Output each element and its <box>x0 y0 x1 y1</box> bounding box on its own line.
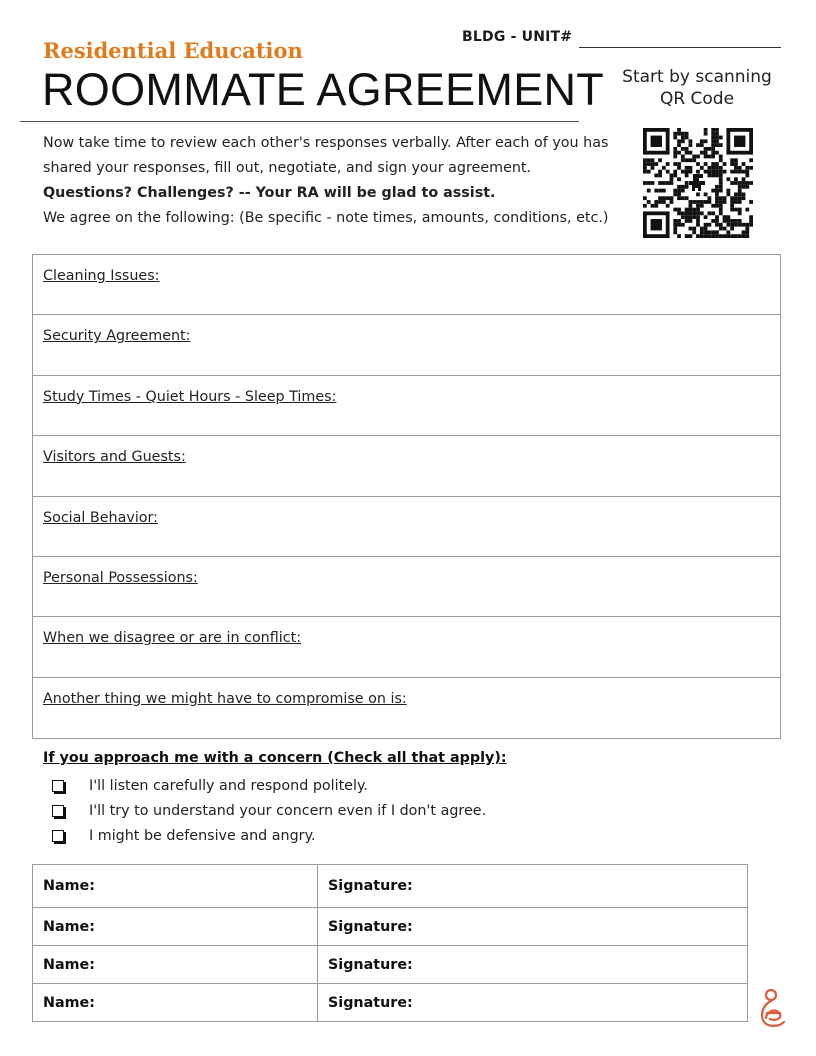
section-label: Cleaning Issues: <box>43 268 160 284</box>
agreement-sections <box>32 254 781 739</box>
scan-line-1: Start by scanning <box>622 67 772 87</box>
signature-field[interactable]: Signature: <box>318 908 748 946</box>
section-label: Another thing we might have to compromise on is: <box>43 690 407 707</box>
section-possessions[interactable] <box>33 557 780 617</box>
name-field[interactable]: Name: <box>33 946 318 984</box>
section-label: Social Behavior: <box>43 509 158 526</box>
concern-option <box>52 773 486 798</box>
concern-heading: If you approach me with a concern (Check all that apply): <box>43 750 507 766</box>
signature-field[interactable]: Signature: <box>318 946 748 984</box>
name-field[interactable]: Name: <box>33 908 318 946</box>
title-rule <box>20 121 579 122</box>
bldg-unit-field[interactable] <box>579 47 781 48</box>
section-security[interactable] <box>33 315 780 375</box>
concern-option <box>52 798 486 823</box>
section-study-times[interactable] <box>33 376 780 436</box>
concern-option-label: I'll listen carefully and respond politely. <box>89 777 368 794</box>
checkbox-icon[interactable] <box>52 780 64 792</box>
scan-line-2: QR Code <box>659 89 735 109</box>
section-conflict[interactable] <box>33 617 780 677</box>
section-label: Study Times - Quiet Hours - Sleep Times: <box>43 388 337 405</box>
section-social[interactable] <box>33 497 780 557</box>
concern-options <box>52 773 486 848</box>
name-field[interactable]: Name: <box>33 865 318 908</box>
intro-line-2: Questions? Challenges? -- Your RA will be glad to assist. <box>43 185 496 201</box>
intro-line-1: Now take time to review each other's responses verbally. After each of you has shared your responses, fill out, negotiate, and sign your agreement. <box>43 135 609 176</box>
section-label: Personal Possessions: <box>43 569 198 586</box>
bldg-unit-label: BLDG - UNIT# <box>462 29 573 45</box>
name-field[interactable]: Name: <box>33 984 318 1022</box>
intro-text <box>43 131 633 231</box>
checkbox-icon[interactable] <box>52 830 64 842</box>
signature-field[interactable]: Signature: <box>318 984 748 1022</box>
checkbox-icon[interactable] <box>52 805 64 817</box>
concern-option-label: I might be defensive and angry. <box>89 827 316 844</box>
section-visitors[interactable] <box>33 436 780 496</box>
section-label: When we disagree or are in conflict: <box>43 630 302 647</box>
signature-row <box>33 908 748 946</box>
section-label: Visitors and Guests: <box>43 449 186 466</box>
section-cleaning[interactable] <box>33 255 780 315</box>
section-label: Security Agreement: <box>43 328 191 345</box>
concern-option <box>52 823 486 848</box>
housing-logo-icon <box>757 988 789 1028</box>
page-title: ROOMMATE AGREEMENT <box>42 64 605 115</box>
scan-instruction <box>612 66 782 110</box>
signature-table <box>32 864 748 1022</box>
signature-row <box>33 946 748 984</box>
concern-option-label: I'll try to understand your concern even if I don't agree. <box>89 802 487 819</box>
qr-code-icon[interactable] <box>643 128 753 238</box>
brand-name: Residential Education <box>43 38 303 63</box>
signature-row <box>33 984 748 1022</box>
signature-field[interactable]: Signature: <box>318 865 748 908</box>
section-compromise[interactable] <box>33 678 780 738</box>
signature-row <box>33 865 748 908</box>
intro-line-3: We agree on the following: (Be specific - note times, amounts, conditions, etc.) <box>43 210 609 226</box>
